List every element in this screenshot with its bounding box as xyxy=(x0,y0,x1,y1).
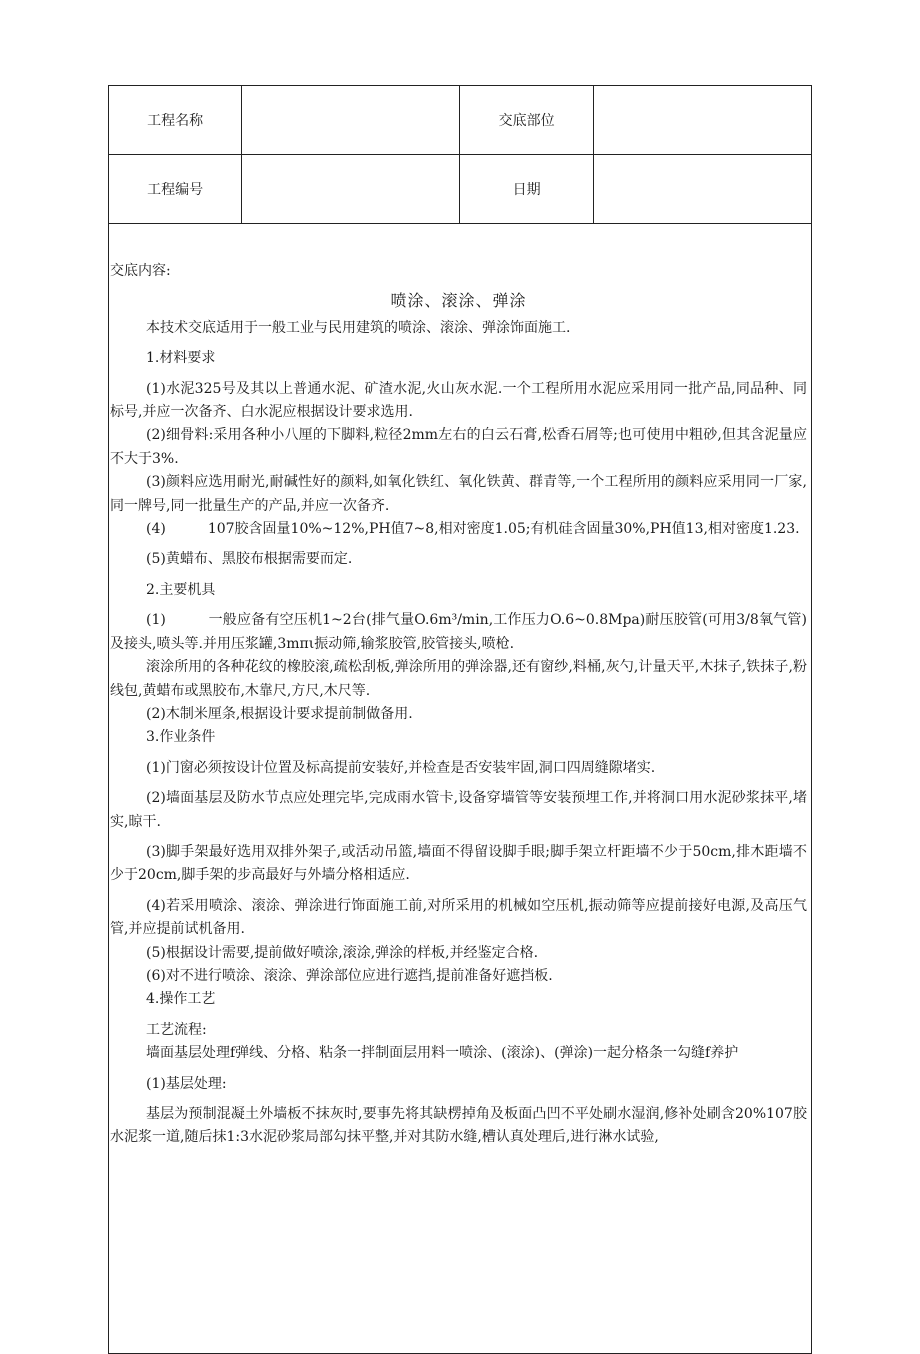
section-4-item-1-heading: (1)基层处理: xyxy=(146,1075,227,1092)
section-4-heading: 4.操作工艺 xyxy=(146,991,216,1008)
section-1-item-1: (1)水泥325号及其以上普通水泥、矿渣水泥,火山灰水泥.一个工程所用水泥应采用同一批产品,同品种、同标号,并应一次备齐、白水泥应根据设计要求选用. xyxy=(110,380,807,421)
section-3-item-6: (6)对不进行喷涂、滚涂、弹涂部位应进行遮挡,提前准备好遮挡板. xyxy=(146,967,553,984)
section-3-item-2: (2)墙面基层及防水节点应处理完毕,完成雨水管卡,设备穿墙管等安装预埋工作,并将洞口用水泥砂浆抹平,堵实,晾干. xyxy=(110,790,807,830)
section-3-item-1: (1)门窗必须按设计位置及标高提前安装好,并检查是否安装牢固,洞口四周缝隙堵实. xyxy=(146,759,656,776)
section-3-heading: 3.作业条件 xyxy=(146,729,216,746)
process-flow: 墙面基层处理f弹线、分格、粘条一拌制面层用料一喷涂、(滚涂)、(弹涂)一起分格条一勾缝f养护 xyxy=(146,1045,739,1062)
section-2-item-1: (1) 一般应备有空压机1~2台(排气量O.6m³/min,工作压力O.6~0.8Mpa)耐压胶管(可用3/8氧气管)及接头,喷头等.并用压浆罐,3mπι振动筛,输浆胶管,胶管接头,喷枪. xyxy=(110,612,807,652)
header-row-1 xyxy=(109,86,812,155)
section-1-item-4: (4) 107胶含固量10%~12%,PH值7~8,相对密度1.05;有机硅含固量30%,PH值13,相对密度1.23. xyxy=(146,521,800,538)
project-no-label: 工程编号 xyxy=(109,155,242,224)
section-1-heading: 1.材料要求 xyxy=(146,350,216,367)
section-2-item-3: (2)木制米厘条,根据设计要求提前制做备用. xyxy=(146,705,413,722)
project-name-label: 工程名称 xyxy=(109,86,242,155)
project-no-value xyxy=(242,155,460,224)
section-1-item-5: (5)黄蜡布、黑胶布根据需要而定. xyxy=(146,551,353,568)
date-value xyxy=(593,155,811,224)
section-2-heading: 2.主要机具 xyxy=(146,581,216,598)
header-row-2 xyxy=(109,155,812,224)
section-3-item-3: (3)脚手架最好选用双排外架子,或活动吊篮,墙面不得留设脚手眼;脚手架立杆距墙不少于50cm,排木距墙不少于20cm,脚手架的步高最好与外墙分格相适应. xyxy=(110,843,807,884)
section-4-item-1: 基层为预制混凝土外墙板不抹灰时,要事先将其缺楞掉角及板面凸凹不平处刷水湿润,修补处刷含20%107胶水泥浆一道,随后抹1:3水泥砂浆局部勾抹平整,并对其防水缝,槽认真处理后,进行淋水试验, xyxy=(110,1106,807,1146)
content-label: 交底内容: xyxy=(110,263,171,279)
intro-paragraph: 本技术交底适用于一般工业与民用建筑的喷涂、滚涂、弹涂饰面施工. xyxy=(146,319,571,336)
handover-part-label: 交底部位 xyxy=(460,86,593,155)
header-table xyxy=(108,85,812,224)
section-3-item-4: (4)若采用喷涂、滚涂、弹涂进行饰面施工前,对所采用的机械如空压机,振动筛等应提前接好电源,及高压气管,并应提前试机备用. xyxy=(110,897,807,938)
handover-part-value xyxy=(593,86,811,155)
section-1-item-2: (2)细骨料:采用各种小八厘的下脚料,粒径2mm左右的白云石膏,松香石屑等;也可使用中粗砂,但其含泥量应不大于3%. xyxy=(110,427,807,467)
handover-content xyxy=(108,224,812,1354)
section-3-item-5: (5)根据设计需要,提前做好喷涂,滚涂,弹涂的样板,并经鉴定合格. xyxy=(146,944,539,961)
content-title: 喷涂、滚涂、弹涂 xyxy=(390,291,527,311)
section-1-item-3: (3)颜料应选用耐光,耐碱性好的颜料,如氧化铁红、氧化铁黄、群青等,一个工程所用的颜料应采用同一厂家,同一牌号,同一批量生产的产品,并应一次备齐. xyxy=(110,474,807,514)
project-name-value xyxy=(242,86,460,155)
process-flow-label: 工艺流程: xyxy=(146,1021,207,1038)
document-page xyxy=(108,85,812,1354)
date-label: 日期 xyxy=(460,155,593,224)
section-2-item-2: 滚涂所用的各种花纹的橡胶滚,疏松刮板,弹涂所用的弹涂器,还有窗纱,料桶,灰勺,计量天平,木抹子,铁抹子,粉线包,黄蜡布或黑胶布,木靠尺,方尺,木尺等. xyxy=(110,659,807,699)
